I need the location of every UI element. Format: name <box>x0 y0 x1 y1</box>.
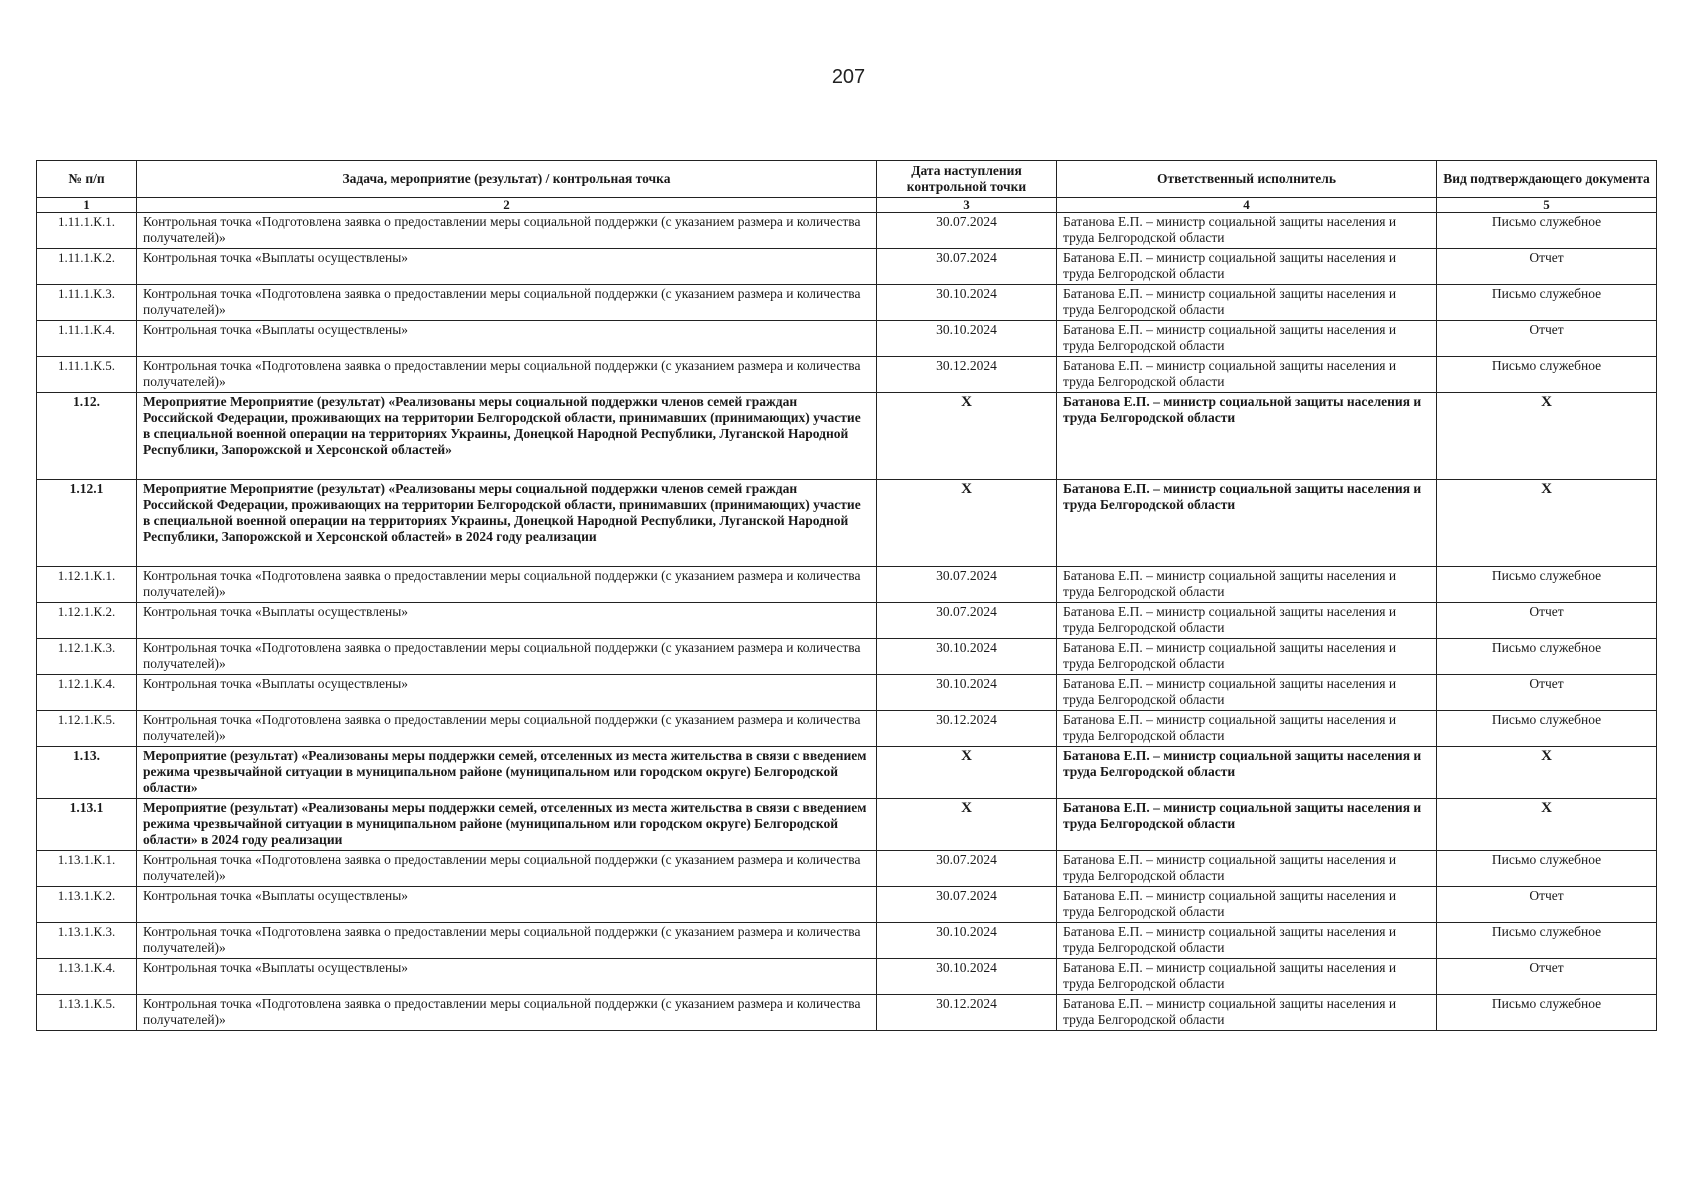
table-row <box>37 851 1657 887</box>
row-executor: Батанова Е.П. – министр социальной защиты населения и труда Белгородской области <box>1057 711 1437 747</box>
row-number: 1.13.1.К.2. <box>37 887 137 923</box>
row-doc: Отчет <box>1437 603 1657 639</box>
row-date: 30.07.2024 <box>877 851 1057 887</box>
row-executor: Батанова Е.П. – министр социальной защиты населения и труда Белгородской области <box>1057 887 1437 923</box>
row-task: Контрольная точка «Подготовлена заявка о предоставлении меры социальной поддержки (с указанием размера и количества получателей)» <box>137 995 877 1031</box>
table-row <box>37 321 1657 357</box>
row-date: 30.10.2024 <box>877 675 1057 711</box>
row-number: 1.11.1.К.3. <box>37 285 137 321</box>
row-task: Контрольная точка «Подготовлена заявка о предоставлении меры социальной поддержки (с указанием размера и количества получателей)» <box>137 711 877 747</box>
row-task: Мероприятие Мероприятие (результат) «Реализованы меры социальной поддержки членов семей граждан Российской Федерации, проживающих на территории Белгородской области, принимавших (принимающих) участие в специальной военной операции на территориях Украины, Донецкой Народной Республики, Луганской Народной Республики, Запорожской и Херсонской областей» <box>137 393 877 480</box>
row-executor: Батанова Е.П. – министр социальной защиты населения и труда Белгородской области <box>1057 357 1437 393</box>
row-task: Контрольная точка «Выплаты осуществлены» <box>137 249 877 285</box>
row-date: X <box>877 747 1057 799</box>
header-num: № п/п <box>37 161 137 198</box>
row-task: Контрольная точка «Выплаты осуществлены» <box>137 675 877 711</box>
row-doc: X <box>1437 393 1657 480</box>
row-date: 30.07.2024 <box>877 887 1057 923</box>
row-doc: Отчет <box>1437 959 1657 995</box>
page-number: 207 <box>831 66 866 88</box>
row-executor: Батанова Е.П. – министр социальной защиты населения и труда Белгородской области <box>1057 747 1437 799</box>
row-task: Контрольная точка «Выплаты осуществлены» <box>137 887 877 923</box>
row-number: 1.12. <box>37 393 137 480</box>
table-row <box>37 567 1657 603</box>
row-doc: Письмо служебное <box>1437 711 1657 747</box>
row-doc: Отчет <box>1437 249 1657 285</box>
row-executor: Батанова Е.П. – министр социальной защиты населения и труда Белгородской области <box>1057 567 1437 603</box>
table-row <box>37 711 1657 747</box>
row-number: 1.11.1.К.4. <box>37 321 137 357</box>
row-executor: Батанова Е.П. – министр социальной защиты населения и труда Белгородской области <box>1057 321 1437 357</box>
control-points-table <box>36 160 1657 1031</box>
row-executor: Батанова Е.П. – министр социальной защиты населения и труда Белгородской области <box>1057 480 1437 567</box>
table-row <box>37 285 1657 321</box>
row-task: Мероприятие (результат) «Реализованы меры поддержки семей, отселенных из места жительства в связи с введением режима чрезвычайной ситуации в муниципальном районе (муниципальном или городском округе) Белгородской области» в 2024 году реализации <box>137 799 877 851</box>
column-number: 4 <box>1057 198 1437 213</box>
row-date: 30.12.2024 <box>877 711 1057 747</box>
column-number: 2 <box>137 198 877 213</box>
row-executor: Батанова Е.П. – министр социальной защиты населения и труда Белгородской области <box>1057 851 1437 887</box>
table-row <box>37 887 1657 923</box>
row-date: 30.10.2024 <box>877 321 1057 357</box>
row-executor: Батанова Е.П. – министр социальной защиты населения и труда Белгородской области <box>1057 959 1437 995</box>
row-executor: Батанова Е.П. – министр социальной защиты населения и труда Белгородской области <box>1057 799 1437 851</box>
row-doc: X <box>1437 747 1657 799</box>
header-executor: Ответственный исполнитель <box>1057 161 1437 198</box>
row-number: 1.12.1.К.4. <box>37 675 137 711</box>
column-number: 1 <box>37 198 137 213</box>
row-executor: Батанова Е.П. – министр социальной защиты населения и труда Белгородской области <box>1057 285 1437 321</box>
row-date: X <box>877 480 1057 567</box>
row-doc: Письмо служебное <box>1437 639 1657 675</box>
row-task: Контрольная точка «Подготовлена заявка о предоставлении меры социальной поддержки (с указанием размера и количества получателей)» <box>137 285 877 321</box>
row-task: Контрольная точка «Подготовлена заявка о предоставлении меры социальной поддержки (с указанием размера и количества получателей)» <box>137 213 877 249</box>
header-task: Задача, мероприятие (результат) / контрольная точка <box>137 161 877 198</box>
row-task: Мероприятие Мероприятие (результат) «Реализованы меры социальной поддержки членов семей граждан Российской Федерации, проживающих на территории Белгородской области, принимавших (принимающих) участие в специальной военной операции на территориях Украины, Донецкой Народной Республики, Луганской Народной Республики, Запорожской и Херсонской областей» в 2024 году реализации <box>137 480 877 567</box>
row-number: 1.11.1.К.2. <box>37 249 137 285</box>
row-doc: Письмо служебное <box>1437 213 1657 249</box>
row-date: 30.10.2024 <box>877 285 1057 321</box>
row-date: 30.10.2024 <box>877 639 1057 675</box>
table-row <box>37 249 1657 285</box>
row-executor: Батанова Е.П. – министр социальной защиты населения и труда Белгородской области <box>1057 675 1437 711</box>
row-doc: Письмо служебное <box>1437 567 1657 603</box>
table-row <box>37 603 1657 639</box>
row-number: 1.12.1.К.3. <box>37 639 137 675</box>
table-row <box>37 357 1657 393</box>
row-number: 1.13.1.К.1. <box>37 851 137 887</box>
row-number: 1.12.1.К.1. <box>37 567 137 603</box>
row-doc: Письмо служебное <box>1437 851 1657 887</box>
row-task: Контрольная точка «Выплаты осуществлены» <box>137 321 877 357</box>
row-task: Контрольная точка «Подготовлена заявка о предоставлении меры социальной поддержки (с указанием размера и количества получателей)» <box>137 639 877 675</box>
row-doc: Отчет <box>1437 321 1657 357</box>
table-row <box>37 480 1657 567</box>
row-date: X <box>877 799 1057 851</box>
row-doc: Письмо служебное <box>1437 357 1657 393</box>
row-executor: Батанова Е.П. – министр социальной защиты населения и труда Белгородской области <box>1057 995 1437 1031</box>
row-doc: X <box>1437 799 1657 851</box>
table-row <box>37 675 1657 711</box>
row-doc: Отчет <box>1437 675 1657 711</box>
row-executor: Батанова Е.П. – министр социальной защиты населения и труда Белгородской области <box>1057 603 1437 639</box>
row-executor: Батанова Е.П. – министр социальной защиты населения и труда Белгородской области <box>1057 393 1437 480</box>
row-date: X <box>877 393 1057 480</box>
row-doc: Отчет <box>1437 887 1657 923</box>
row-task: Контрольная точка «Подготовлена заявка о предоставлении меры социальной поддержки (с указанием размера и количества получателей)» <box>137 357 877 393</box>
row-number: 1.12.1.К.5. <box>37 711 137 747</box>
row-task: Контрольная точка «Подготовлена заявка о предоставлении меры социальной поддержки (с указанием размера и количества получателей)» <box>137 567 877 603</box>
row-number: 1.13. <box>37 747 137 799</box>
row-executor: Батанова Е.П. – министр социальной защиты населения и труда Белгородской области <box>1057 923 1437 959</box>
row-number: 1.13.1.К.3. <box>37 923 137 959</box>
table-row <box>37 393 1657 480</box>
column-number-row <box>37 198 1657 213</box>
row-date: 30.07.2024 <box>877 249 1057 285</box>
row-executor: Батанова Е.П. – министр социальной защиты населения и труда Белгородской области <box>1057 213 1437 249</box>
row-task: Контрольная точка «Выплаты осуществлены» <box>137 959 877 995</box>
row-date: 30.12.2024 <box>877 357 1057 393</box>
row-date: 30.10.2024 <box>877 923 1057 959</box>
row-task: Мероприятие (результат) «Реализованы меры поддержки семей, отселенных из места жительства в связи с введением режима чрезвычайной ситуации в муниципальном районе (муниципальном или городском округе) Белгородской области» <box>137 747 877 799</box>
row-date: 30.07.2024 <box>877 213 1057 249</box>
row-date: 30.12.2024 <box>877 995 1057 1031</box>
header-date: Дата наступления контрольной точки <box>877 161 1057 198</box>
table-row <box>37 639 1657 675</box>
row-number: 1.11.1.К.5. <box>37 357 137 393</box>
header-row <box>37 161 1657 198</box>
table-row <box>37 747 1657 799</box>
row-date: 30.07.2024 <box>877 567 1057 603</box>
row-executor: Батанова Е.П. – министр социальной защиты населения и труда Белгородской области <box>1057 249 1437 285</box>
table-row <box>37 799 1657 851</box>
row-number: 1.11.1.К.1. <box>37 213 137 249</box>
row-task: Контрольная точка «Выплаты осуществлены» <box>137 603 877 639</box>
row-number: 1.13.1.К.5. <box>37 995 137 1031</box>
column-number: 5 <box>1437 198 1657 213</box>
row-doc: X <box>1437 480 1657 567</box>
row-number: 1.12.1.К.2. <box>37 603 137 639</box>
table-row <box>37 213 1657 249</box>
row-task: Контрольная точка «Подготовлена заявка о предоставлении меры социальной поддержки (с указанием размера и количества получателей)» <box>137 923 877 959</box>
column-number: 3 <box>877 198 1057 213</box>
row-date: 30.07.2024 <box>877 603 1057 639</box>
row-doc: Письмо служебное <box>1437 285 1657 321</box>
row-doc: Письмо служебное <box>1437 923 1657 959</box>
row-date: 30.10.2024 <box>877 959 1057 995</box>
header-doc: Вид подтверждающего документа <box>1437 161 1657 198</box>
row-number: 1.13.1.К.4. <box>37 959 137 995</box>
row-doc: Письмо служебное <box>1437 995 1657 1031</box>
table-row <box>37 923 1657 959</box>
table-row <box>37 995 1657 1031</box>
table-row <box>37 959 1657 995</box>
row-number: 1.13.1 <box>37 799 137 851</box>
row-executor: Батанова Е.П. – министр социальной защиты населения и труда Белгородской области <box>1057 639 1437 675</box>
row-number: 1.12.1 <box>37 480 137 567</box>
row-task: Контрольная точка «Подготовлена заявка о предоставлении меры социальной поддержки (с указанием размера и количества получателей)» <box>137 851 877 887</box>
